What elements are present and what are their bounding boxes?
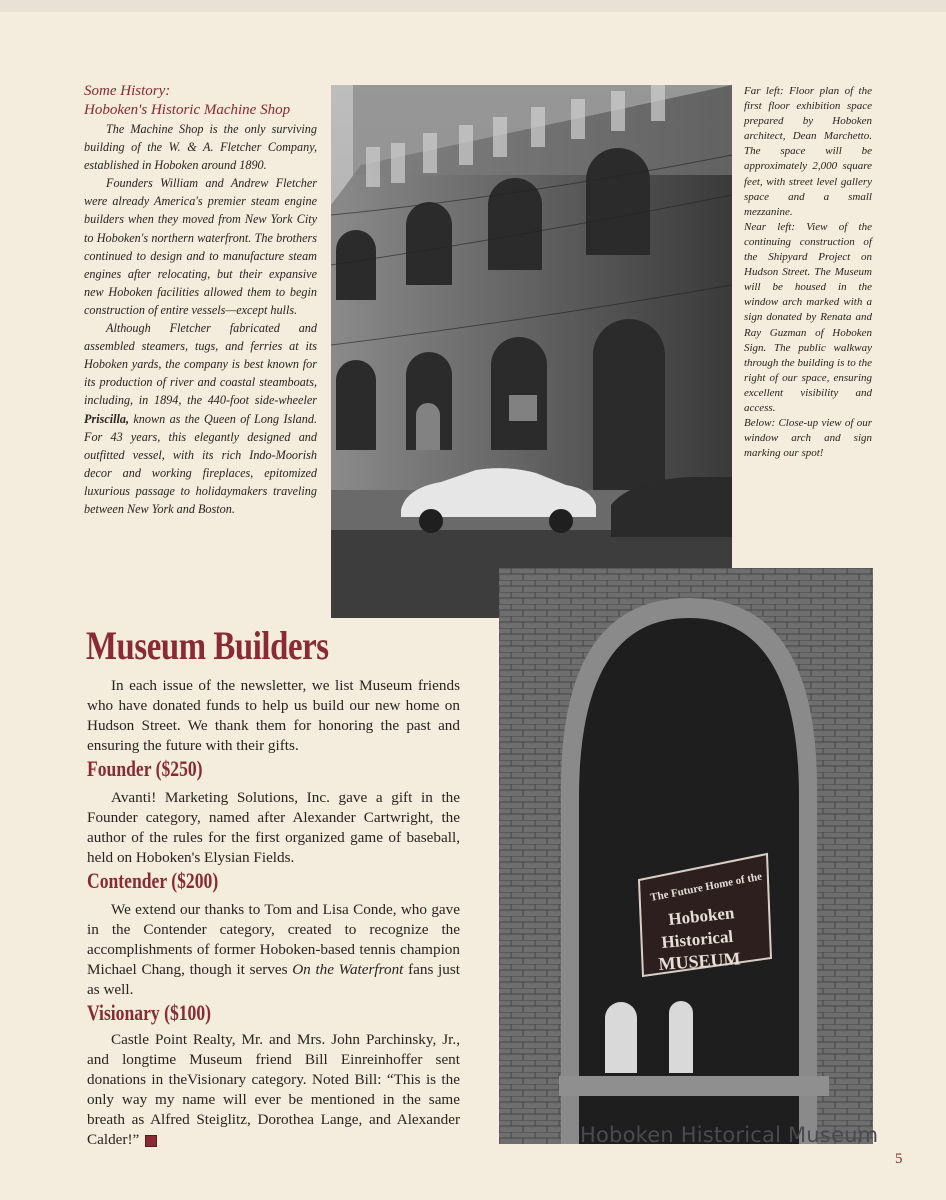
- sign-line3: Historical: [660, 926, 734, 952]
- history-title-line1: Some History:: [84, 83, 171, 99]
- visionary-text-body: Castle Point Realty, Mr. and Mrs. John Parchinsky, Jr., and longtime Museum friend Bill Einreinhoffer sent donations in theVisionary category. Noted Bill: “This is the only way my name will ever be mentioned in the same breath as Alfred Steiglitz, Dorothea Lange, and Alexander Calder!”: [87, 1031, 460, 1148]
- contender-text-a: We extend our thanks to Tom and Lisa Conde, who gave in the Contender category, created to recognize the accomplishments of former Hoboken-based tennis champion Michael Chang, though it serves: [87, 901, 460, 978]
- arch-photo-graphic: [499, 568, 873, 1144]
- caption-below: Below: Close-up view of our window arch and sign marking our spot!: [744, 417, 872, 460]
- construction-photo: [331, 85, 732, 618]
- history-p3-ship-name: Priscilla,: [84, 411, 130, 426]
- visionary-section: [87, 1030, 460, 1150]
- contender-text-b: fans just as well.: [87, 961, 461, 998]
- builders-intro-text: In each issue of the newsletter, we list Museum friends who have donated funds to help us build our new home on Hudson Street. We thank them for honoring the past and ensuring the future with their gifts.: [87, 677, 460, 754]
- visionary-heading: Visionary ($100): [87, 1000, 212, 1025]
- end-of-article-icon: [145, 1135, 157, 1147]
- page-number: 5: [895, 1151, 903, 1167]
- construction-photo-graphic: [331, 85, 732, 618]
- history-paragraph-2: Founders William and Andrew Fletcher were already America's premier steam engine builders when they moved from New York City to Hoboken's northern waterfront. The brothers continued to design and to manufacture steam engines after relocating, but their expansive new Hoboken facilities allowed them to begin construction of entire vessels—except hulls.: [84, 176, 317, 317]
- sign-line4: MUSEUM: [657, 948, 742, 974]
- contender-text: [87, 900, 460, 1000]
- contender-section: [87, 900, 460, 1000]
- history-paragraph-1: The Machine Shop is the only surviving building of the W. & A. Fletcher Company, established in Hoboken around 1890.: [84, 122, 317, 173]
- arch-photo: [499, 568, 873, 1144]
- caption-far-left: Far left: Floor plan of the first floor exhibition space prepared by Hoboken architect, Dean Marchetto. The space will be approximately 2,000 square feet, with street level gallery space and a small mezzanine.: [744, 85, 872, 218]
- watermark: Hoboken Historical Museum: [580, 1123, 879, 1147]
- sign-line2: Hoboken: [667, 903, 736, 929]
- museum-builders-title: Museum Builders: [86, 623, 329, 668]
- founder-text: Avanti! Marketing Solutions, Inc. gave a gift in the Founder category, named after Alexander Cartwright, the author of the rules for the first organized game of baseball, held on Hoboken's Elysian Fields.: [87, 789, 460, 866]
- photo-caption: [744, 84, 872, 461]
- page-top-edge: [0, 0, 946, 12]
- history-title-line2: Hoboken's Historic Machine Shop: [84, 102, 291, 118]
- founder-heading: Founder ($250): [87, 756, 203, 781]
- history-article: [84, 82, 317, 518]
- contender-heading: Contender ($200): [87, 868, 219, 893]
- history-paragraph-3: [84, 319, 317, 518]
- contender-publication-title: On the Waterfront: [292, 961, 404, 978]
- sign-line1: The Future Home of the: [649, 870, 763, 904]
- history-p3-text-b: known as the Queen of Long Island. For 43 years, this elegantly designed and outfitted vessel, with its rich Indo-Moorish decor and working fireplaces, epitomized luxurious passage to holidaymakers traveling between New York and Boston.: [84, 411, 317, 516]
- history-p3-text-a: Although Fletcher fabricated and assembled steamers, tugs, and ferries at its Hoboken yards, the company is best known for its production of river and coastal steamboats, including, in 1894, the 440-foot side-wheeler: [84, 321, 317, 408]
- visionary-text: [87, 1030, 460, 1150]
- founder-section: [87, 788, 460, 868]
- builders-intro: [87, 676, 460, 756]
- caption-near-left: Near left: View of the continuing construction of the Shipyard Project on Hudson Street. The Museum will be housed in the window arch marked with a sign donated by Renata and Ray Guzman of Hoboken Sign. The public walkway through the building is to the right of our space, ensuring excellent visibility and access.: [744, 220, 872, 414]
